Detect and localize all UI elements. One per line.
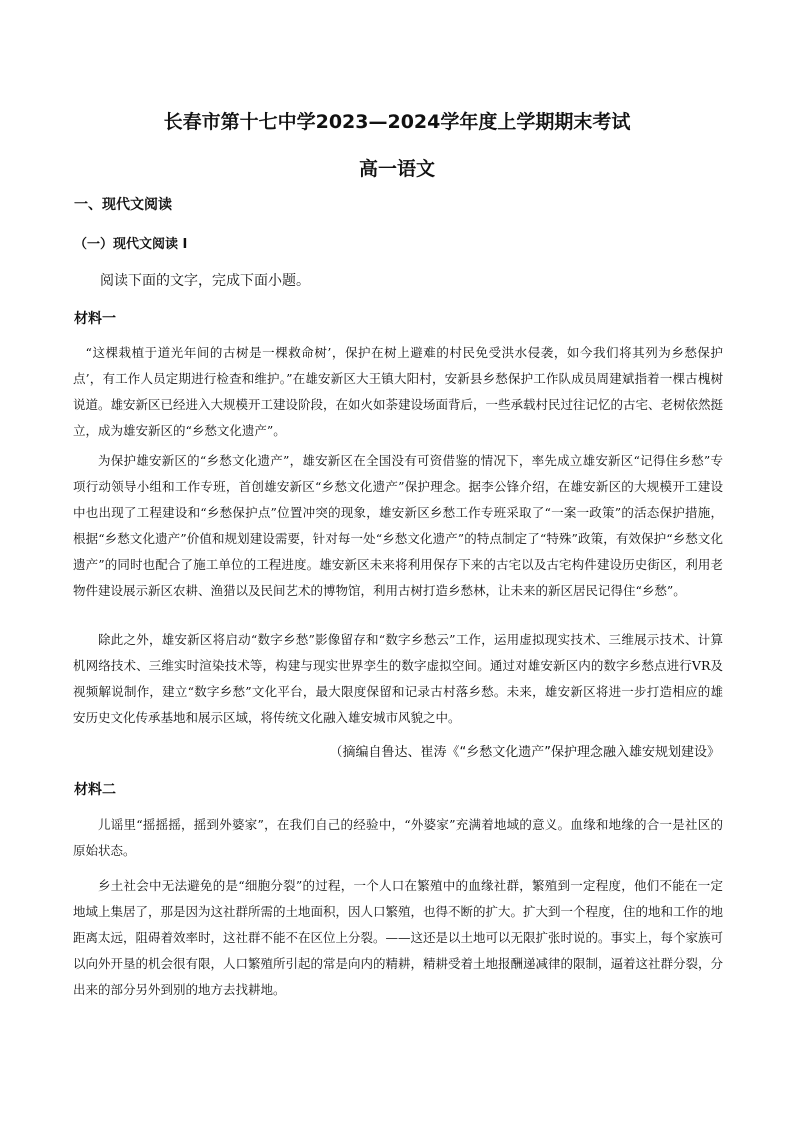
subject-title: 高一语文: [358, 158, 435, 180]
reading-instruction: 阅读下面的文字，完成下面小题。: [100, 273, 310, 289]
material-2-paragraph-2: 乡土社会中无法避免的是“细胞分裂”的过程，一个人口在繁殖中的血缘社群，繁殖到一定程度，他们不能在一定地域上集居了，那是因为这社群所需的土地面积，因人口繁殖，也得不断的扩大。扩大到一个程度，住的地和工作的地距离太远，阻碍着效率时，这社群不能不在区位上分裂。——这还是以土地可以无限扩张时说的。事实上，每个家族可以向外开垦的机会很有限，人口繁殖所引起的常是向内的精耕，精耕受着土地报酬递减律的限制，逼着这社群分裂，分出来的部分另外到别的地方去找耕地。: [73, 878, 724, 997]
material-1-paragraph-2: 为保护雄安新区的“乡愁文化遗产”，雄安新区在全国没有可资借鉴的情况下，率先成立雄安新区“记得住乡愁”专项行动领导小组和工作专班，首创雄安新区“乡愁文化遗产”保护理念。据李公锋介绍，在雄安新区的大规模开工建设中也出现了工程建设和“乡愁保护点”位置冲突的现象，雄安新区乡愁工作专班采取了“一案一政策”的活态保护措施，根据“乡愁文化遗产”价值和规划建设需要，针对每一处“乡愁文化遗产”的特点制定了“特殊”政策，有效保护“乡愁文化遗产”的同时也配合了施工单位的工程进度。雄安新区未来将利用保存下来的古宅以及古宅构件建设历史街区，利用老物件建设展示新区农耕、渔猎以及民间艺术的博物馆，利用古树打造乡愁林，让未来的新区居民记得住“乡愁”。: [73, 453, 723, 598]
material-2-paragraph-1: 儿谣里“摇摇摇，摇到外婆家”，在我们自己的经验中，“外婆家”充满着地域的意义。血缘和地缘的合一是社区的原始状态。: [73, 817, 723, 858]
material-1-paragraph-1: “这棵栽植于道光年间的古树是一棵救命树’，保护在树上避难的村民免受洪水侵袭，如今我们将其列为乡愁保护点’，有工作人员定期进行检查和维护。”在雄安新区大王镇大阳村，安新县乡愁保护工作队成员周建斌指着一棵古槐树说道。雄安新区已经进入大规模开工建设阶段，在如火如荼建设场面背后，一些承载村民过往记忆的古宅、老树依然挺立，成为雄安新区的“乡愁文化遗产”。: [73, 345, 724, 438]
material-2-heading: 材料二: [74, 782, 116, 798]
material-1-source: （摘编自鲁达、崔涛《“乡愁文化遗产”保护理念融入雄安规划建设》: [329, 745, 720, 760]
exam-title: 长春市第十七中学2023—2024学年度上学期期末考试: [163, 111, 631, 133]
material-1-heading: 材料一: [74, 311, 116, 327]
section-heading-modern-reading: 一、现代文阅读: [74, 197, 172, 213]
sub-heading-modern-reading-1: （一）现代文阅读 I: [74, 237, 188, 252]
material-1-paragraph-3: 除此之外，雄安新区将启动“数字乡愁”影像留存和“数字乡愁云”工作，运用虚拟现实技术、三维展示技术、计算机网络技术、三维实时渲染技术等，构建与现实世界孪生的数字虚拟空间。通过对雄安新区内的数字乡愁点进行VR及视频解说制作，建立“数字乡愁”文化平台，最大限度保留和记录古村落乡愁。未来，雄安新区将进一步打造相应的雄安历史文化传承基地和展示区域，将传统文化融入雄安城市风貌之中。: [73, 632, 723, 725]
